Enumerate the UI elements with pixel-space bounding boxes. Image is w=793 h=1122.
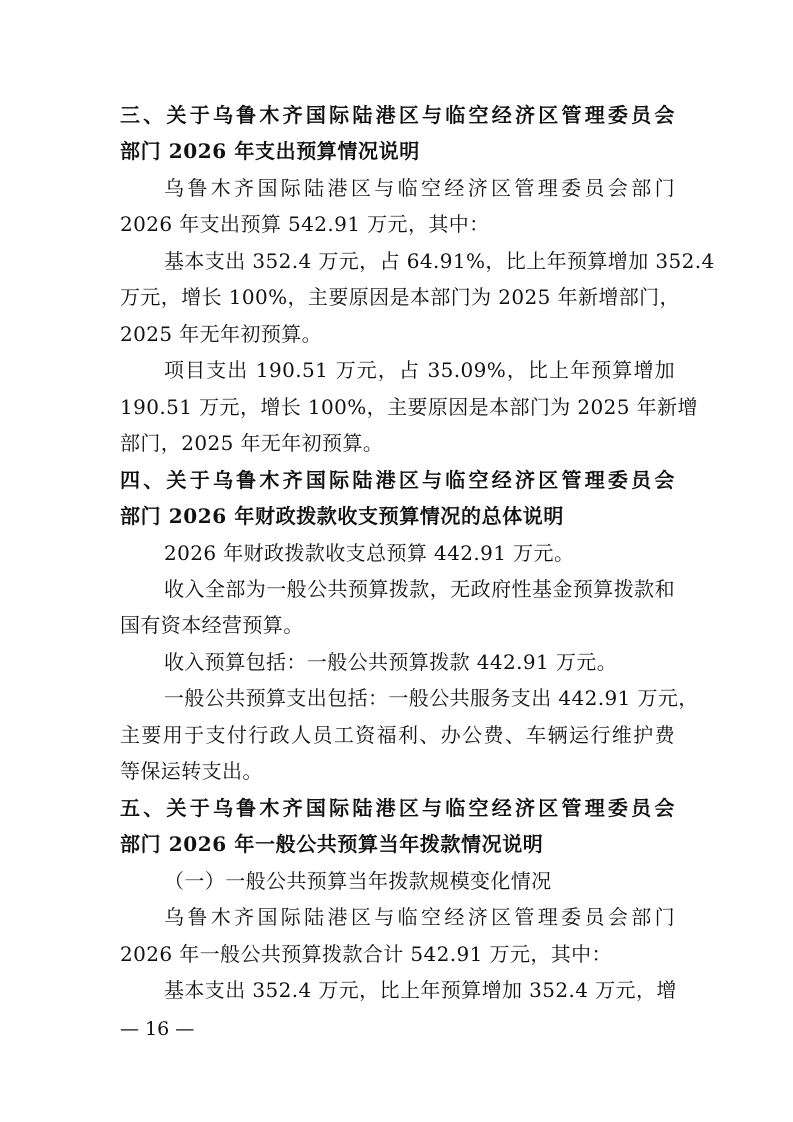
section4-paragraph1-line1: 2026 年财政拨款收支总预算 442.91 万元。 xyxy=(164,541,575,565)
section3-heading-line2: 部门 2026 年支出预算情况说明 xyxy=(120,139,420,163)
section3-heading-line1: 三、关于乌鲁木齐国际陆港区与临空经济区管理委员会 xyxy=(120,103,675,127)
section5-paragraph1-line2: 2026 年一般公共预算拨款合计 542.91 万元，其中： xyxy=(120,942,612,966)
section5-heading-line2: 部门 2026 年一般公共预算当年拨款情况说明 xyxy=(120,832,544,856)
section5-paragraph1-line1: 乌鲁木齐国际陆港区与临空经济区管理委员会部门 xyxy=(164,905,675,929)
section4-paragraph4-line3: 等保运转支出。 xyxy=(120,759,263,783)
section4-paragraph2-line2: 国有资本经营预算。 xyxy=(120,613,304,637)
section3-paragraph2-line1: 基本支出 352.4 万元，占 64.91%，比上年预算增加 352.4 xyxy=(164,249,715,273)
section5-heading-line1: 五、关于乌鲁木齐国际陆港区与临空经济区管理委员会 xyxy=(120,796,675,820)
section5-subheading1: （一）一般公共预算当年拨款规模变化情况 xyxy=(164,869,552,893)
section4-paragraph2-line1: 收入全部为一般公共预算拨款，无政府性基金预算拨款和 xyxy=(164,577,675,601)
section4-heading-line2: 部门 2026 年财政拨款收支预算情况的总体说明 xyxy=(120,504,564,528)
section3-paragraph2-line3: 2025 年无年初预算。 xyxy=(120,322,323,346)
section4-paragraph3-line1: 收入预算包括：一般公共预算拨款 442.91 万元。 xyxy=(164,650,618,674)
section3-paragraph3-line1: 项目支出 190.51 万元，占 35.09%，比上年预算增加 xyxy=(164,358,675,382)
section3-paragraph1-line2: 2026 年支出预算 542.91 万元，其中： xyxy=(120,212,490,236)
section4-paragraph4-line1: 一般公共预算支出包括：一般公共服务支出 442.91 万元， xyxy=(164,686,699,710)
section4-paragraph4-line2: 主要用于支付行政人员工资福利、办公费、车辆运行维护费 xyxy=(120,723,675,747)
page-number: — 16 — xyxy=(120,1018,195,1040)
section3-paragraph3-line2: 190.51 万元，增长 100%，主要原因是本部门为 2025 年新增 xyxy=(120,395,698,419)
section3-paragraph1-line1: 乌鲁木齐国际陆港区与临空经济区管理委员会部门 xyxy=(164,176,675,200)
section5-paragraph2-line1: 基本支出 352.4 万元，比上年预算增加 352.4 万元，增 xyxy=(164,978,677,1002)
section4-heading-line1: 四、关于乌鲁木齐国际陆港区与临空经济区管理委员会 xyxy=(120,468,675,492)
section3-paragraph2-line2: 万元，增长 100%，主要原因是本部门为 2025 年新增部门， xyxy=(120,285,680,309)
section3-paragraph3-line3: 部门，2025 年无年初预算。 xyxy=(120,431,384,455)
